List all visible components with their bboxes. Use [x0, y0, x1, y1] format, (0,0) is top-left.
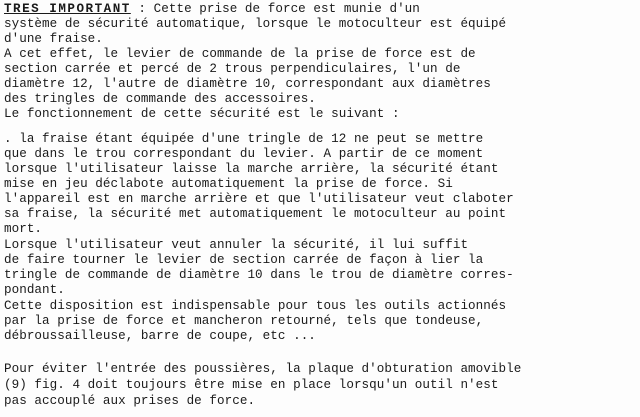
- text-line: tringle de commande de diamètre 10 dans le trou de diamètre corres-: [4, 268, 514, 282]
- text-line: Le fonctionnement de cette sécurité est le suivant :: [4, 107, 400, 121]
- heading-lead: TRES IMPORTANT: [4, 2, 131, 16]
- text-line: Lorsque l'utilisateur veut annuler la sécurité, il lui suffit: [4, 238, 469, 252]
- text-line: l'appareil est en marche arrière et que l'utilisateur veut claboter: [4, 192, 514, 206]
- text-line: diamètre 12, l'autre de diamètre 10, correspondant aux diamètres: [4, 77, 491, 91]
- text-line: . la fraise étant équipée d'une tringle de 12 ne peut se mettre: [4, 132, 484, 146]
- text-line: des tringles de commande des accessoires.: [4, 92, 316, 106]
- text-line: section carrée et percé de 2 trous perpendiculaires, l'un de: [4, 62, 461, 76]
- text-line: A cet effet, le levier de commande de la prise de force est de: [4, 47, 476, 61]
- heading-line: [4, 2, 420, 17]
- text-line: de faire tourner le levier de section carrée de façon à lier la: [4, 253, 484, 267]
- text-line: débroussailleuse, barre de coupe, etc ...: [4, 329, 316, 343]
- text-line: mort.: [4, 222, 43, 236]
- text-line: Cette disposition est indispensable pour tous les outils actionnés: [4, 299, 507, 313]
- text-line: Pour éviter l'entrée des poussières, la plaque d'obturation amovible: [4, 362, 522, 376]
- text-line: par la prise de force et mancheron retourné, tels que tondeuse,: [4, 314, 484, 328]
- heading-rest: : Cette prise de force est munie d'un: [138, 2, 420, 16]
- text-line: pas accouplé aux prises de force.: [4, 394, 256, 408]
- text-line: (9) fig. 4 doit toujours être mise en place lorsqu'un outil n'est: [4, 378, 499, 392]
- text-line: lorsque l'utilisateur laisse la marche arrière, la sécurité étant: [4, 162, 499, 176]
- text-line: système de sécurité automatique, lorsque le motoculteur est équipé: [4, 17, 507, 31]
- text-line: sa fraise, la sécurité met automatiquement le motoculteur au point: [4, 207, 507, 221]
- text-line: mise en jeu déclabote automatiquement la prise de force. Si: [4, 177, 453, 191]
- text-line: d'une fraise.: [4, 32, 103, 46]
- text-line: pondant.: [4, 283, 65, 297]
- text-line: que dans le trou correspondant du levier. A partir de ce moment: [4, 147, 484, 161]
